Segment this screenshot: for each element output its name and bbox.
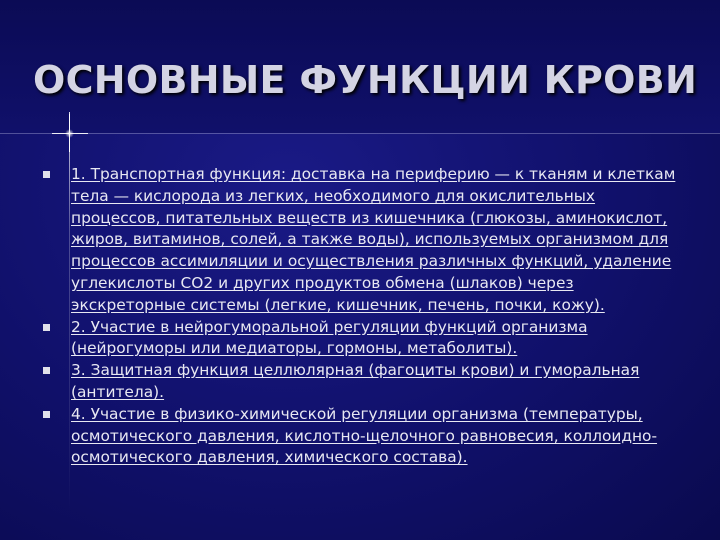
list-item <box>38 404 678 469</box>
list-item-text[interactable]: 4. Участие в физико-химической регуляции организма (температуры, осмотического давления, кислотно-щелочного равновесия, коллоидно-осмотического давления, химического состава). <box>71 404 658 467</box>
list-item <box>38 317 678 361</box>
slide-title: ОСНОВНЫЕ ФУНКЦИИ КРОВИ <box>33 58 698 102</box>
square-bullet-icon <box>43 324 50 331</box>
list-item <box>38 164 678 317</box>
divider-line <box>0 133 720 134</box>
sparkle-glow <box>65 129 74 138</box>
bullet-list <box>38 164 678 469</box>
square-bullet-icon <box>43 171 50 178</box>
list-item <box>38 360 678 404</box>
square-bullet-icon <box>43 367 50 374</box>
list-item-text[interactable]: 3. Защитная функция целлюлярная (фагоциты крови) и гуморальная (антитела). <box>71 361 640 401</box>
list-item-text[interactable]: 2. Участие в нейрогуморальной регуляции функций организма (нейрогуморы или медиаторы, гормоны, метаболиты). <box>71 317 588 358</box>
square-bullet-icon <box>43 411 50 418</box>
list-item-text[interactable]: 1. Транспортная функция: доставка на периферию — к тканям и клеткам тела — кислорода из легких, необходимого для окислительных процессов, питательных веществ из кишечника (глюкозы, аминокислот, жиров, витаминов, солей, а также воды), используемых организмом для процессов ассимиляции и осуществления различных функций, удаление углекислоты СО2 и других продуктов обмена (шлаков) через экскреторные системы (легкие, кишечник, печень, почки, кожу). <box>71 165 676 314</box>
